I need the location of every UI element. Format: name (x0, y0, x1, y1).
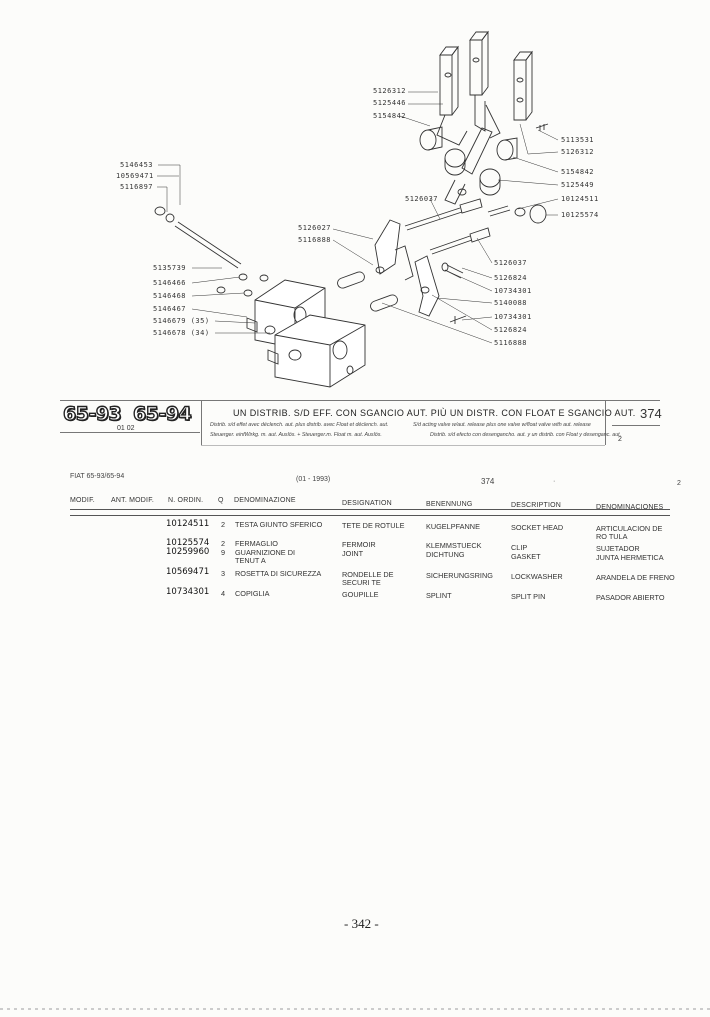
callout-label: 5116888 (298, 236, 332, 244)
callout-label: 10125574 (561, 211, 599, 219)
callout-label: 5146467 (153, 305, 187, 313)
desc-de: DICHTUNG (426, 550, 465, 559)
plate-ref: 374 (481, 477, 495, 486)
callout-label: 5116888 (494, 339, 528, 347)
callout-label: 5154842 (561, 168, 595, 176)
callout-label: 10734301 (494, 313, 532, 321)
long-rod (155, 207, 241, 268)
desc-it: FERMAGLIO (235, 539, 278, 548)
desc-de: SICHERUNGSRING (426, 571, 493, 580)
desc-en: LOCKWASHER (511, 572, 563, 581)
meta-dot: · (553, 478, 556, 485)
chain-links (336, 271, 399, 313)
desc-fr: RONDELLE DE SECURI TE (342, 570, 394, 587)
desc-es: PASADOR ABIERTO (596, 593, 665, 602)
desc-fr: JOINT (342, 549, 364, 558)
desc-de: KUGELPFANNE (426, 522, 480, 531)
part-number: 10734301 (166, 587, 210, 597)
desc-en: SPLIT PIN (511, 592, 546, 601)
part-number: 10125574 (166, 538, 210, 548)
plate-underline (612, 425, 660, 426)
callout-label: 5116897 (120, 183, 154, 191)
bracket-plates (375, 220, 439, 316)
desc-it: COPIGLIA (235, 589, 270, 598)
callout-label: 5135739 (153, 264, 187, 272)
table-rule (70, 509, 670, 510)
exploded-parts-diagram (0, 0, 710, 400)
callout-label: 5126037 (405, 195, 439, 203)
col-header-ant-modif: ANT. MODIF. (111, 497, 155, 504)
desc-es: ARANDELA DE FRENO (596, 573, 675, 582)
rods-center (405, 199, 510, 254)
subtitle-fr: Distrib. s/d effet avec déclench. aut. plus distrib. avec Float et déclench. aut. (210, 422, 389, 428)
callout-label: 5146453 (120, 161, 154, 169)
bushings (420, 127, 517, 195)
desc-en: GASKET (511, 552, 541, 561)
section-title: UN DISTRIB. S/D EFF. CON SGANCIO AUT. PIÙ UN DISTR. CON FLOAT E SGANCIO AUT. (233, 408, 636, 418)
callout-label: 5125446 (373, 99, 407, 107)
table-rule (70, 515, 670, 516)
callout-label: 5154842 (373, 112, 407, 120)
callout-label: 5140088 (494, 299, 528, 307)
callout-label: 5126312 (373, 87, 407, 95)
subtitle-de: Steuerger. einfWirkg. m. aut. Auslös. + Steuerger.m. Float m. aut. Auslös. (210, 432, 382, 438)
part-number: 10569471 (166, 567, 210, 577)
page-number: - 342 - (344, 916, 379, 931)
plate-number: 374 (640, 406, 662, 421)
part-number: 10259960 (166, 547, 210, 557)
desc-es: JUNTA HERMETICA (596, 553, 664, 562)
model-badge: 65-94 (133, 403, 192, 425)
col-header-n-ordin: N. ORDIN. (168, 497, 204, 504)
part-number: 10124511 (166, 519, 210, 529)
desc-it: ROSETTA DI SICUREZZA (235, 569, 322, 578)
sheet-number: 2 (618, 436, 622, 443)
quantity: 4 (221, 589, 226, 598)
callout-label: 5146468 (153, 292, 187, 300)
callout-label: 10124511 (561, 195, 599, 203)
callout-label: 5126312 (561, 148, 595, 156)
desc-fr: TETE DE ROTULE (342, 521, 405, 530)
quantity: 9 (221, 548, 226, 557)
date-range: (01 - 1993) (296, 476, 331, 483)
subtitle-en: S/d acting valve w/aut. release plus one valve w/float valve with aut. release (413, 422, 591, 428)
model-badge: 65-93 (63, 403, 122, 425)
callout-label: 5113531 (561, 136, 595, 144)
col-header-benennung: BENENNUNG (426, 501, 473, 508)
col-header-q: Q (218, 497, 224, 504)
socket-head (515, 205, 546, 223)
screw-top-right (536, 124, 548, 131)
callout-label: 10569471 (116, 172, 154, 180)
desc-es: ARTICULACION DE RO TULA (596, 524, 663, 541)
desc-en: CLIP (511, 543, 528, 552)
header-rule-top (60, 400, 660, 401)
crank-arm (445, 128, 492, 204)
washers-left (217, 274, 268, 296)
lever-second (470, 32, 500, 138)
callout-label: 5146466 (153, 279, 187, 287)
callout-label: 5126027 (298, 224, 332, 232)
subtitle-es: Distrib. s/d efecto con desengancho. aut. y un distrib. con Float y desenganc. aut. (430, 432, 622, 438)
col-header-modif: MODIF. (70, 497, 95, 504)
col-header-denominazione: DENOMINAZIONE (234, 497, 296, 504)
desc-it: GUARNIZIONE DI TENUT A (235, 548, 295, 565)
quantity: 3 (221, 569, 226, 578)
desc-de: KLEMMSTUECK (426, 541, 482, 550)
pins (442, 263, 466, 324)
quantity: 2 (221, 520, 226, 529)
col-header-designation: DESIGNATION (342, 500, 392, 507)
col-header-denominaciones: DENOMINACIONES (596, 504, 664, 511)
lever-left (437, 47, 467, 145)
callout-label: 5125449 (561, 181, 595, 189)
callout-label: 5146679 (35) (153, 317, 210, 325)
callout-label: 10734301 (494, 287, 532, 295)
desc-de: SPLINT (426, 591, 452, 600)
desc-fr: FERMOIR (342, 540, 376, 549)
desc-es: SUJETADOR (596, 544, 640, 553)
desc-fr: GOUPILLE (342, 590, 379, 599)
callout-label: 5146678 (34) (153, 329, 210, 337)
desc-it: TESTA GIUNTO SFERICO (235, 520, 323, 529)
desc-en: SOCKET HEAD (511, 523, 564, 532)
meta-sheet: 2 (677, 480, 681, 487)
col-header-description: DESCRIPTION (511, 502, 562, 509)
model-line: FIAT 65-93/65-94 (70, 473, 125, 480)
date-code: 01 02 (117, 425, 135, 432)
callout-label: 5126037 (494, 259, 528, 267)
quantity: 2 (221, 539, 226, 548)
lever-right (514, 52, 532, 120)
callout-label: 5126824 (494, 274, 528, 282)
callout-label: 5126824 (494, 326, 528, 334)
scan-edge (0, 1008, 710, 1010)
header-divider (201, 401, 202, 445)
header-rule-bottom (60, 432, 200, 433)
header-box-bottom (201, 445, 605, 446)
